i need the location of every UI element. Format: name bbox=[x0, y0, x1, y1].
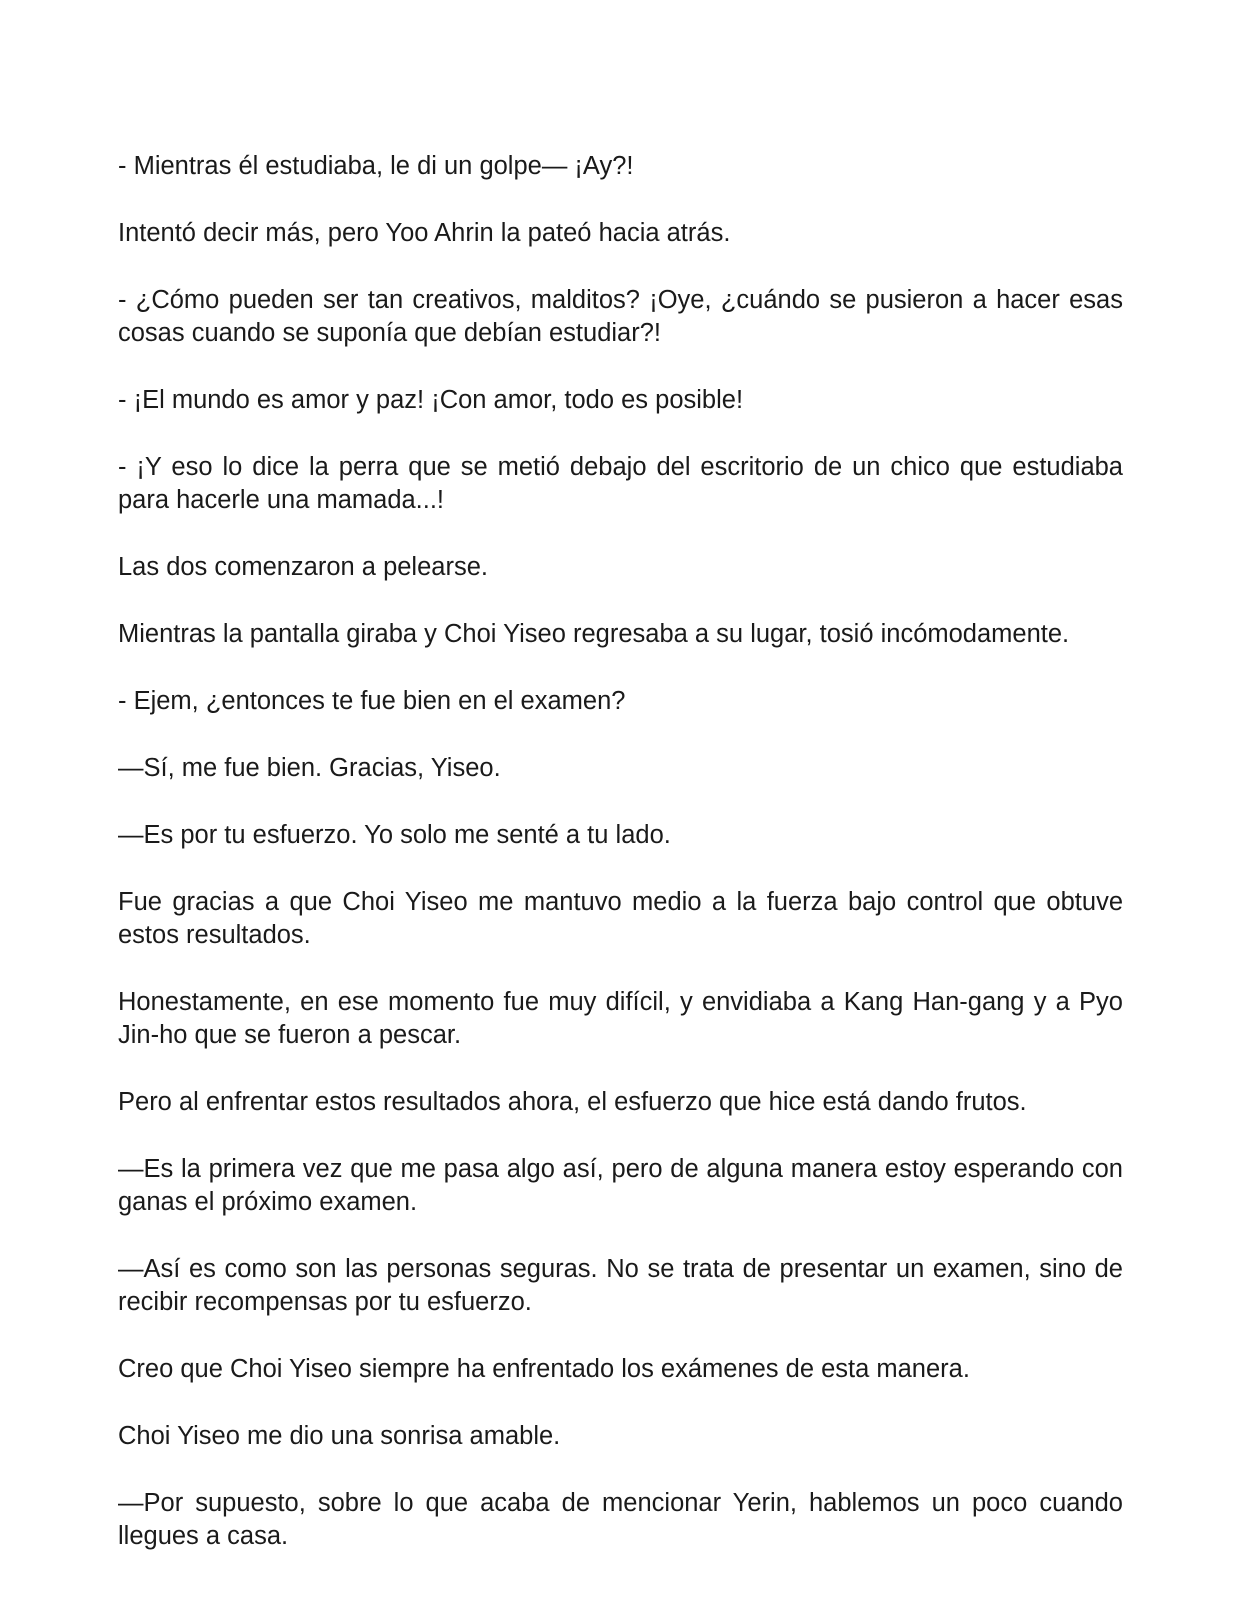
paragraph: Las dos comenzaron a pelearse. bbox=[118, 553, 488, 581]
paragraph: Mientras la pantalla giraba y Choi Yiseo regresaba a su lugar, tosió incómodamente. bbox=[118, 620, 1070, 648]
paragraph: - Mientras él estudiaba, le di un golpe— ¡Ay?! bbox=[118, 152, 634, 180]
paragraph: Choi Yiseo me dio una sonrisa amable. bbox=[118, 1422, 561, 1450]
paragraph: - ¡Y eso lo dice la perra que se metió debajo del escritorio de un chico que estudiaba para hacerle una mamada...! bbox=[118, 453, 1123, 514]
paragraph: —Sí, me fue bien. Gracias, Yiseo. bbox=[118, 754, 501, 782]
document-body bbox=[118, 150, 1123, 1587]
paragraph: - ¡El mundo es amor y paz! ¡Con amor, todo es posible! bbox=[118, 386, 744, 414]
paragraph: —Es la primera vez que me pasa algo así, pero de alguna manera estoy esperando con ganas el próximo examen. bbox=[118, 1155, 1123, 1216]
paragraph: Intentó decir más, pero Yoo Ahrin la pateó hacia atrás. bbox=[118, 219, 731, 247]
paragraph: Honestamente, en ese momento fue muy difícil, y envidiaba a Kang Han-gang y a Pyo Jin-ho que se fueron a pescar. bbox=[118, 988, 1123, 1049]
paragraph: Fue gracias a que Choi Yiseo me mantuvo medio a la fuerza bajo control que obtuve estos resultados. bbox=[118, 888, 1123, 949]
paragraph: —Así es como son las personas seguras. No se trata de presentar un examen, sino de recibir recompensas por tu esfuerzo. bbox=[118, 1255, 1123, 1316]
paragraph: Pero al enfrentar estos resultados ahora, el esfuerzo que hice está dando frutos. bbox=[118, 1088, 1027, 1116]
paragraph: —Por supuesto, sobre lo que acaba de mencionar Yerin, hablemos un poco cuando llegues a casa. bbox=[118, 1489, 1123, 1550]
paragraph: - ¿Cómo pueden ser tan creativos, malditos? ¡Oye, ¿cuándo se pusieron a hacer esas cosas cuando se suponía que debían estudiar?! bbox=[118, 286, 1123, 347]
paragraph: Creo que Choi Yiseo siempre ha enfrentado los exámenes de esta manera. bbox=[118, 1355, 970, 1383]
paragraph: —Es por tu esfuerzo. Yo solo me senté a tu lado. bbox=[118, 821, 671, 849]
paragraph: - Ejem, ¿entonces te fue bien en el examen? bbox=[118, 687, 626, 715]
